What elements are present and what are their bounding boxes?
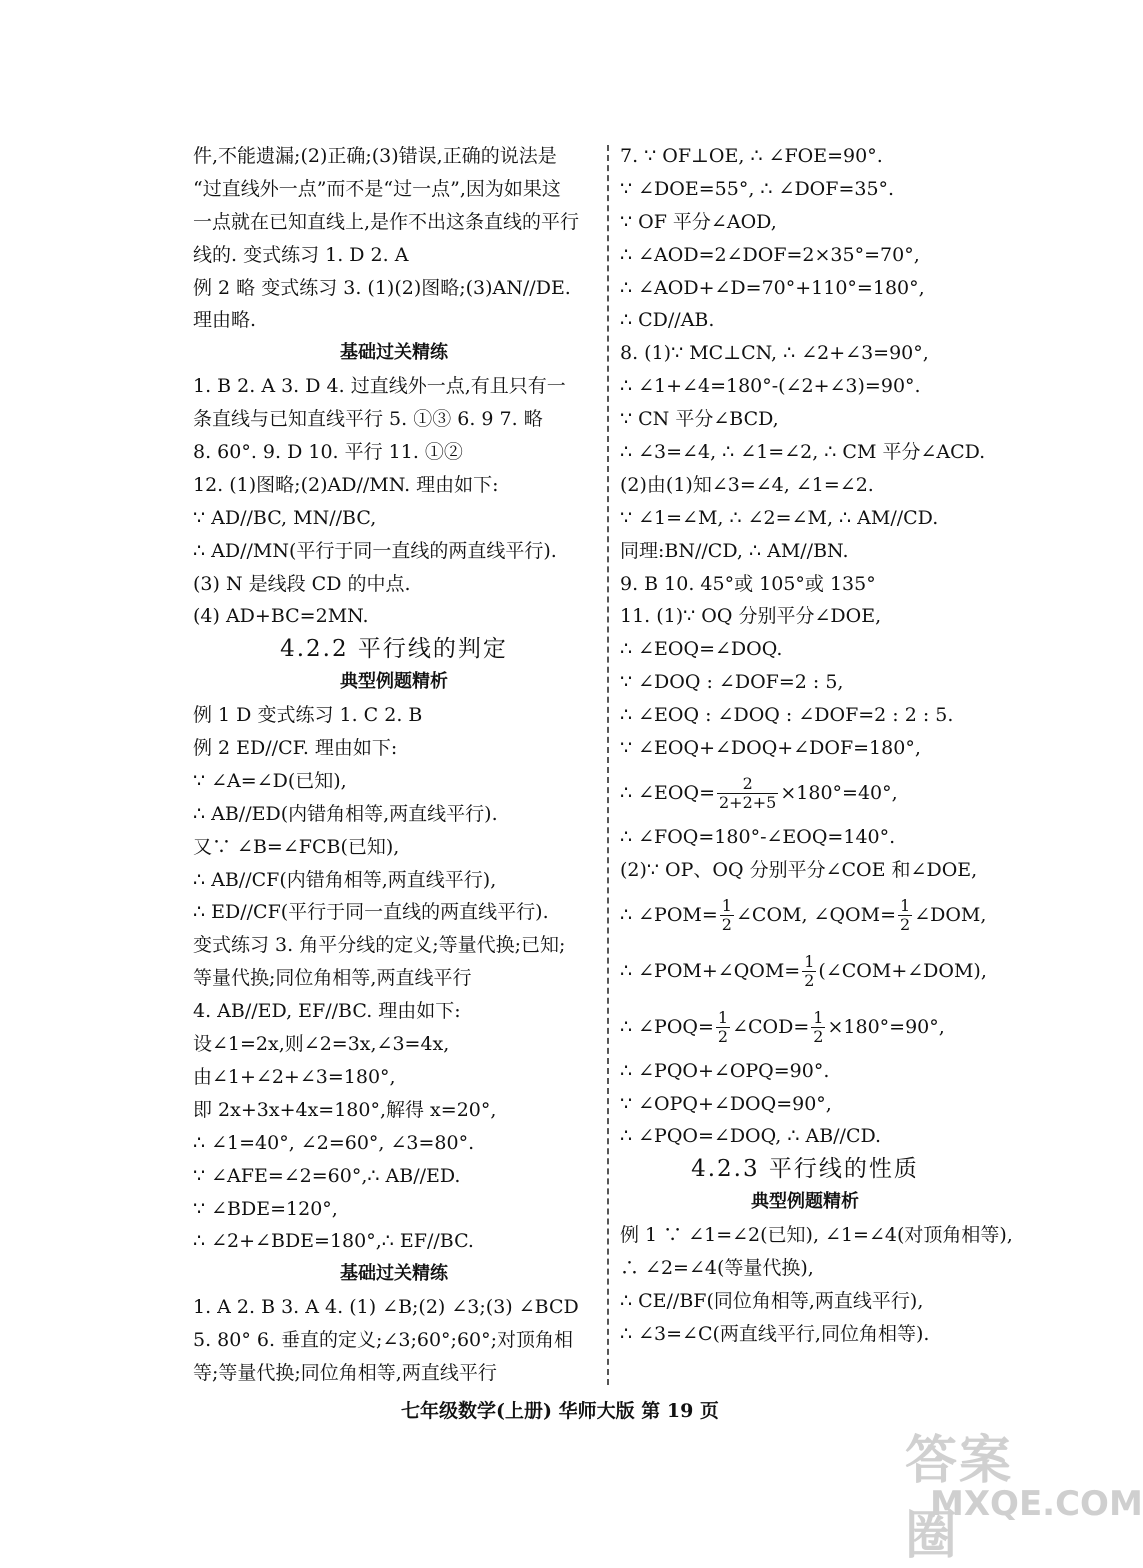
text-line: 8. (1)∵ MC⊥CN, ∴ ∠2+∠3=90°, (620, 342, 929, 365)
text-line: ∵ ∠1=∠M, ∴ ∠2=∠M, ∴ AM//CD. (620, 506, 939, 529)
text-line: (2)由(1)知∠3=∠4, ∠1=∠2. (620, 473, 874, 496)
denominator: 2 (804, 971, 815, 991)
fraction (802, 953, 816, 990)
section-heading: 典型例题精析 (340, 671, 448, 693)
fraction (716, 1009, 730, 1046)
text-line: 设∠1=2x,则∠2=3x,∠3=4x, (193, 1033, 450, 1056)
text-line: 5. 80° 6. 垂直的定义;∠3;60°;60°;对顶角相 (193, 1329, 574, 1352)
denominator: 2 (900, 915, 911, 935)
text-line: 1. B 2. A 3. D 4. 过直线外一点,有且只有一 (193, 375, 566, 398)
text-line: 12. (1)图略;(2)AD//MN. 理由如下: (193, 473, 499, 496)
column-divider (607, 145, 609, 1385)
fraction (717, 775, 778, 812)
section-heading: 基础过关精练 (340, 1263, 448, 1285)
math-text: ∴ ∠EOQ= (620, 781, 715, 804)
right-column (620, 140, 1013, 1351)
text-line: 例 2 ED//CF. 理由如下: (193, 737, 398, 760)
text-line: ∵ CN 平分∠BCD, (620, 408, 779, 431)
text-line: 线的. 变式练习 1. D 2. A (193, 243, 409, 266)
text-line: ∴ ED//CF(平行于同一直线的两直线平行). (193, 901, 549, 924)
text-line: 7. ∵ OF⊥OE, ∴ ∠FOE=90°. (620, 145, 883, 167)
text-line: ∴ AB//ED(内错角相等,两直线平行). (193, 802, 498, 825)
math-line (620, 943, 990, 999)
text-line: ∴ ∠PQO+∠OPQ=90°. (620, 1059, 830, 1082)
math-text: ∠COD= (732, 1015, 810, 1038)
watermark-url: MXQE.COM (930, 1484, 1143, 1524)
numerator: 1 (717, 1008, 729, 1028)
text-line: ∴ ∠2+∠BDE=180°,∴ EF//BC. (193, 1230, 474, 1253)
denominator: 2+2+5 (719, 793, 777, 813)
text-line: ∴ ∠1=40°, ∠2=60°, ∠3=80°. (193, 1131, 475, 1154)
text-line: ∴ ∠EOQ : ∠DOQ : ∠DOF=2 : 2 : 5. (620, 704, 954, 727)
text-line: 又∵ ∠B=∠FCB(已知), (193, 835, 400, 858)
section-heading: 典型例题精析 (751, 1191, 859, 1213)
text-line: ∴ CE//BF(同位角相等,两直线平行), (620, 1289, 924, 1312)
text-line: ∵ ∠BDE=120°, (193, 1197, 338, 1220)
text-line: 1. A 2. B 3. A 4. (1) ∠B;(2) ∠3;(3) ∠BCD (193, 1296, 579, 1319)
text-line: ∴ CD//AB. (620, 309, 715, 332)
page-footer: 七年级数学(上册) 华师大版 第 19 页 (401, 1400, 719, 1422)
text-line: 11. (1)∵ OQ 分别平分∠DOE, (620, 605, 882, 628)
text-line: 同理:BN//CD, ∴ AM//BN. (620, 539, 849, 562)
math-text: ∴ ∠POM= (620, 903, 718, 926)
text-line: ∴ AD//MN(平行于同一直线的两直线平行). (193, 539, 557, 562)
text-line: 例 1 D 变式练习 1. C 2. B (193, 704, 423, 727)
text-line: (4) AD+BC=2MN. (193, 605, 369, 628)
denominator: 2 (813, 1027, 824, 1047)
text-line: 等量代换;同位角相等,两直线平行 (193, 967, 472, 990)
numerator: 2 (717, 775, 778, 794)
text-line: 等;等量代换;同位角相等,两直线平行 (193, 1361, 497, 1384)
text-line: (2)∵ OP、OQ 分别平分∠COE 和∠DOE, (620, 858, 978, 881)
text-line: ∵ ∠DOQ : ∠DOF=2 : 5, (620, 671, 844, 694)
section-title: 4.2.2 平行线的判定 (280, 636, 508, 663)
text-line: 件,不能遗漏;(2)正确;(3)错误,正确的说法是 (193, 145, 557, 167)
text-line: “过直线外一点”而不是“过一点”,因为如果这 (193, 177, 561, 200)
denominator: 2 (721, 915, 732, 935)
math-line (620, 765, 990, 821)
text-line: ∴ ∠PQO=∠DOQ, ∴ AB//CD. (620, 1125, 882, 1148)
denominator: 2 (717, 1027, 729, 1047)
text-line: ∴ ∠1+∠4=180°-(∠2+∠3)=90°. (620, 375, 921, 398)
numerator: 1 (900, 896, 911, 916)
text-line: ∵ ∠OPQ+∠DOQ=90°, (620, 1092, 832, 1115)
math-line (620, 887, 990, 943)
text-line: ∴ ∠EOQ=∠DOQ. (620, 638, 783, 661)
text-line: ∴ ∠2=∠4(等量代换), (620, 1257, 814, 1280)
left-column (193, 140, 595, 1390)
text-line: 即 2x+3x+4x=180°,解得 x=20°, (193, 1098, 497, 1121)
math-text: ∠DOM, (914, 903, 987, 926)
text-line: 变式练习 3. 角平分线的定义;等量代换;已知; (193, 934, 566, 957)
fraction (811, 1009, 825, 1046)
math-text: (∠COM+∠DOM), (818, 959, 987, 982)
text-line: 例 1 ∵ ∠1=∠2(已知), ∠1=∠4(对顶角相等), (620, 1224, 1013, 1247)
text-line: ∴ ∠AOD=2∠DOF=2×35°=70°, (620, 243, 920, 266)
text-line: ∴ ∠3=∠C(两直线平行,同位角相等). (620, 1322, 930, 1345)
text-line: ∵ ∠AFE=∠2=60°,∴ AB//ED. (193, 1164, 461, 1187)
text-line: ∵ OF 平分∠AOD, (620, 210, 777, 233)
math-text: ∠COM, ∠QOM= (735, 903, 896, 926)
text-line: 9. B 10. 45°或 105°或 135° (620, 572, 876, 595)
section-heading: 基础过关精练 (340, 342, 448, 364)
text-line: 一点就在已知直线上,是作不出这条直线的平行 (193, 210, 580, 233)
watermark-logo: 答案圈 (905, 1431, 1014, 1566)
text-line: ∴ ∠AOD+∠D=70°+110°=180°, (620, 276, 925, 299)
text-line: 例 2 略 变式练习 3. (1)(2)图略;(3)AN//DE. (193, 276, 571, 299)
text-line: 条直线与已知直线平行 5. ①③ 6. 9 7. 略 (193, 408, 543, 431)
math-text: ×180°=90°, (827, 1015, 945, 1038)
fraction (898, 897, 912, 934)
text-line: ∵ ∠EOQ+∠DOQ+∠DOF=180°, (620, 737, 921, 760)
text-line: ∴ ∠3=∠4, ∴ ∠1=∠2, ∴ CM 平分∠ACD. (620, 441, 986, 464)
text-line: 8. 60°. 9. D 10. 平行 11. ①② (193, 441, 463, 464)
numerator: 1 (804, 952, 815, 972)
text-line: (3) N 是线段 CD 的中点. (193, 572, 411, 595)
text-line: 由∠1+∠2+∠3=180°, (193, 1065, 396, 1088)
text-line: 4. AB//ED, EF//BC. 理由如下: (193, 1000, 461, 1023)
text-line: 理由略. (193, 309, 257, 332)
text-line: ∵ AD//BC, MN//BC, (193, 506, 377, 529)
numerator: 1 (813, 1008, 824, 1028)
text-line: ∴ ∠FOQ=180°-∠EOQ=140°. (620, 825, 896, 848)
math-line (620, 999, 990, 1055)
math-text: ∴ ∠POM+∠QOM= (620, 959, 801, 982)
text-line: ∵ ∠DOE=55°, ∴ ∠DOF=35°. (620, 177, 895, 200)
math-text: ∴ ∠POQ= (620, 1015, 714, 1038)
numerator: 1 (721, 896, 732, 916)
text-line: ∵ ∠A=∠D(已知), (193, 769, 347, 792)
math-text: ×180°=40°, (780, 781, 898, 804)
fraction (720, 897, 734, 934)
section-title: 4.2.3 平行线的性质 (691, 1156, 919, 1183)
text-line: ∴ AB//CF(内错角相等,两直线平行), (193, 868, 497, 891)
